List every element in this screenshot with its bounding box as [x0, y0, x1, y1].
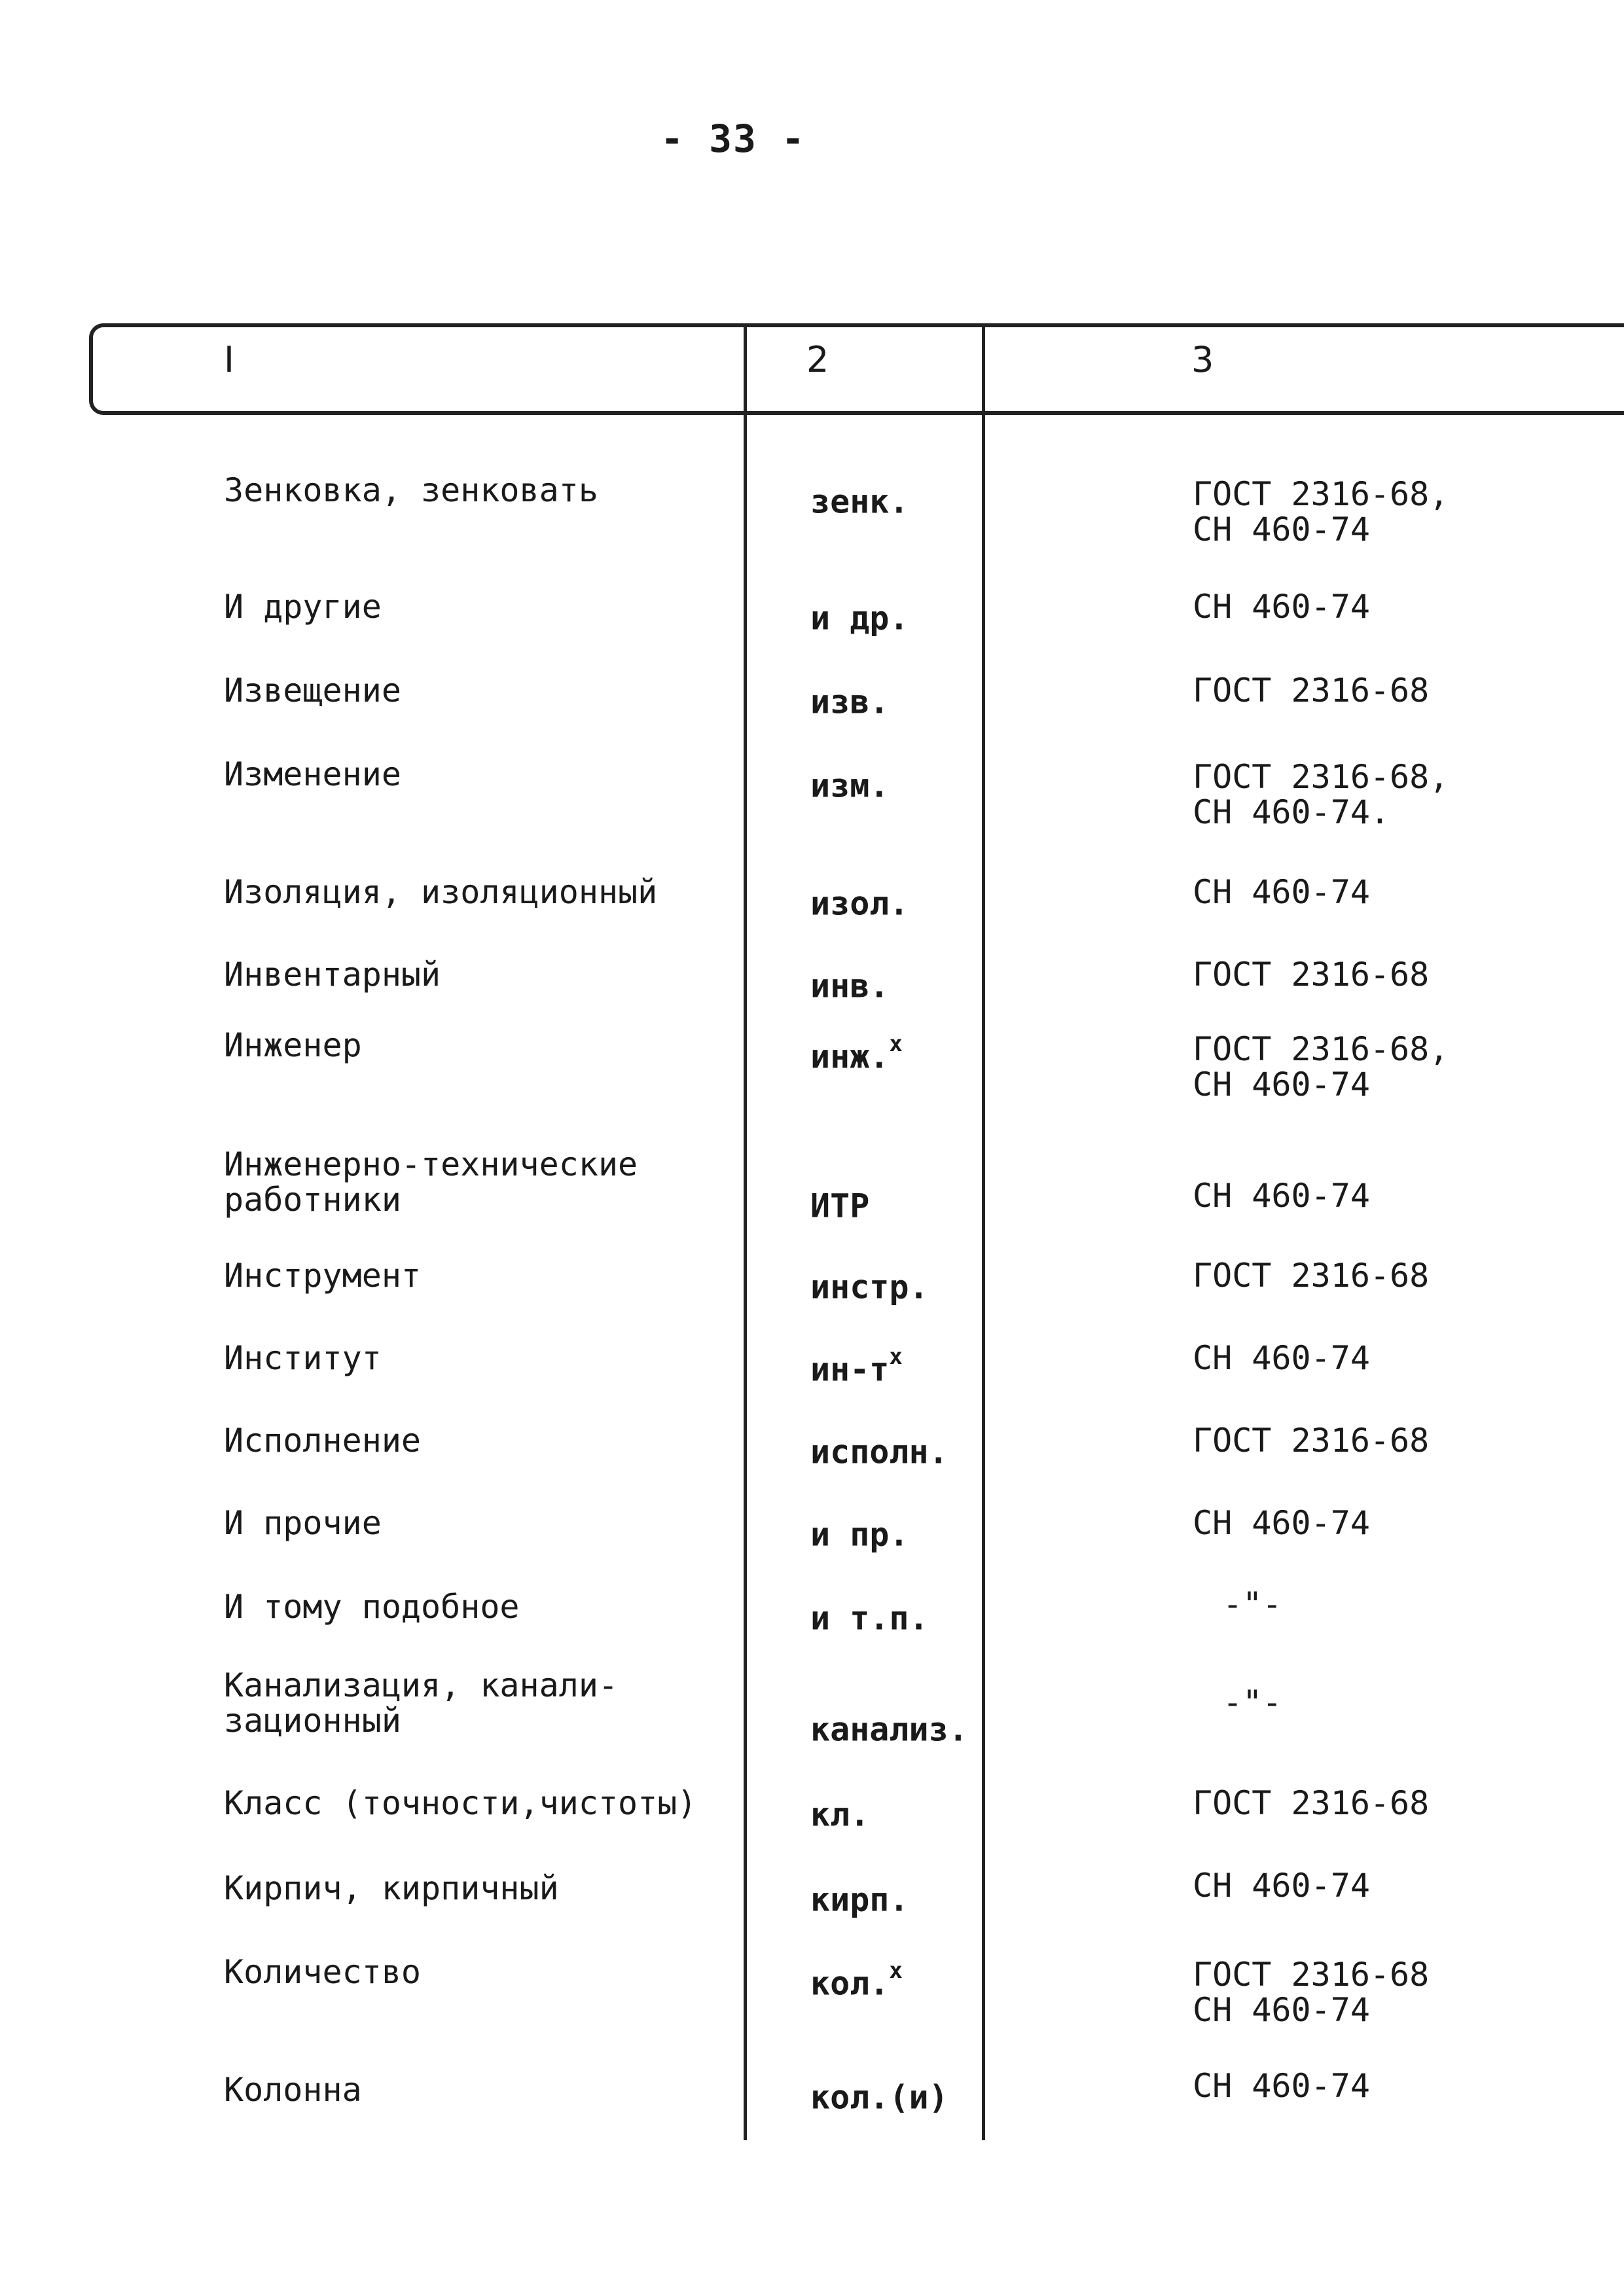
term-cell: И другие	[224, 588, 382, 626]
table-header-frame	[89, 323, 1624, 415]
source-cell: СН 460-74	[1193, 873, 1370, 911]
source-cell: ГОСТ 2316-68, СН 460-74	[1193, 475, 1449, 548]
header-col-3: 3	[1191, 339, 1214, 380]
abbr-cell: канализ.	[810, 1710, 968, 1749]
source-cell: СН 460-74	[1193, 588, 1370, 626]
header-col-1: I	[224, 339, 234, 380]
source-cell: ГОСТ 2316-68	[1193, 956, 1430, 994]
source-cell: ГОСТ 2316-68	[1193, 1784, 1430, 1822]
source-cell: СН 460-74	[1193, 1177, 1370, 1215]
source-cell: СН 460-74	[1193, 1339, 1370, 1377]
term-cell: Инженерно-технические работники	[224, 1145, 638, 1219]
abbr-cell: и пр.	[810, 1515, 909, 1554]
source-cell: СН 460-74	[1193, 1504, 1370, 1542]
abbr-cell: кол.$^х$	[810, 1958, 903, 2003]
term-cell: Класс (точности,чистоты)	[224, 1784, 697, 1822]
term-cell: Колонна	[224, 2071, 362, 2109]
source-cell: -"-	[1223, 1683, 1282, 1721]
term-cell: Инвентарный	[224, 956, 441, 994]
page-number: - 33 -	[660, 117, 806, 161]
source-cell: СН 460-74	[1193, 1867, 1370, 1905]
source-cell: ГОСТ 2316-68	[1193, 1257, 1430, 1295]
source-cell: -"-	[1223, 1585, 1282, 1623]
abbr-cell: исполн.	[810, 1433, 948, 1471]
abbr-cell: изв.	[810, 683, 890, 721]
source-cell: ГОСТ 2316-68, СН 460-74.	[1193, 758, 1449, 831]
term-cell: Количество	[224, 1953, 422, 1991]
term-cell: Инструмент	[224, 1257, 422, 1295]
abbr-cell: инстр.	[810, 1268, 929, 1306]
source-cell: ГОСТ 2316-68 СН 460-74	[1193, 1956, 1430, 2029]
term-cell: Изменение	[224, 755, 401, 793]
page-number-value: 33	[709, 117, 757, 161]
source-cell: ГОСТ 2316-68	[1193, 672, 1430, 709]
term-cell: Изоляция, изоляционный	[224, 873, 658, 911]
abbr-cell: и т.п.	[810, 1599, 929, 1638]
column-divider-1	[744, 323, 747, 2140]
abbr-cell: ИТР	[810, 1187, 870, 1225]
term-cell: Извещение	[224, 672, 401, 709]
term-cell: Инженер	[224, 1026, 362, 1064]
abbr-cell: $ин-т^х$	[810, 1344, 903, 1389]
abbr-cell: изм.	[810, 766, 890, 805]
abbr-cell: зенк.	[810, 482, 909, 521]
abbr-cell: кол.(и)	[810, 2078, 948, 2117]
abbr-cell: инж.$^х$	[810, 1031, 903, 1076]
abbr-cell: кирп.	[810, 1880, 909, 1919]
term-cell: Исполнение	[224, 1422, 422, 1460]
abbr-cell: инв.	[810, 967, 890, 1005]
abbr-cell: и др.	[810, 599, 909, 637]
term-cell: Канализация, канали- зационный	[224, 1666, 619, 1740]
header-col-2: 2	[806, 339, 829, 380]
term-cell: Кирпич, кирпичный	[224, 1869, 559, 1907]
term-cell: Зенковка, зенковать	[224, 471, 598, 509]
term-cell: И тому подобное	[224, 1588, 520, 1626]
source-cell: СН 460-74	[1193, 2067, 1370, 2105]
source-cell: ГОСТ 2316-68	[1193, 1422, 1430, 1460]
term-cell: Институт	[224, 1339, 382, 1377]
source-cell: ГОСТ 2316-68, СН 460-74	[1193, 1030, 1449, 1103]
abbr-cell: кл.	[810, 1795, 870, 1834]
term-cell: И прочие	[224, 1504, 382, 1542]
abbr-cell: изол.	[810, 884, 909, 923]
